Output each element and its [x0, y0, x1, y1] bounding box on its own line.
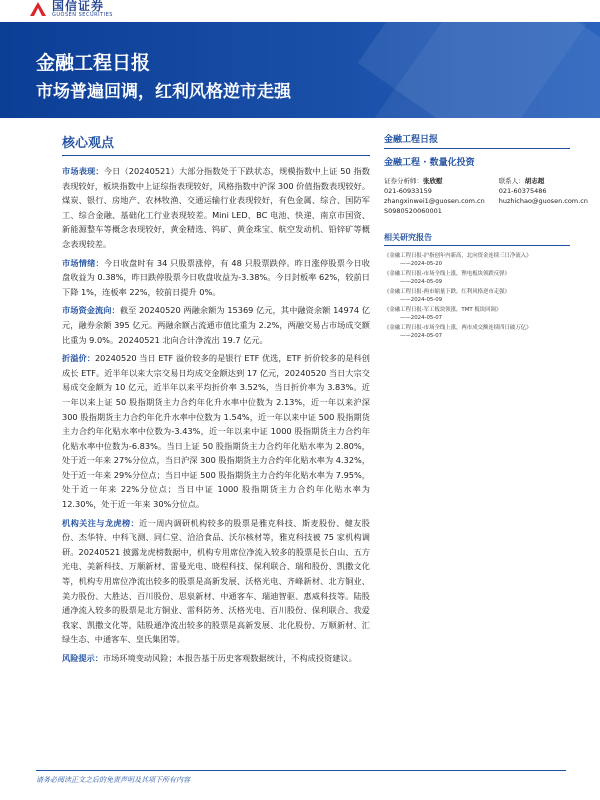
paragraph-market-performance [62, 164, 370, 252]
related-report-item[interactable]: 《金融工程日报-沪指创年内新高，北向资金连续三日净流入》 ——2024-05-20 [384, 253, 532, 267]
related-report-item[interactable]: 《金融工程日报-军工板块领涨，TMT 板块回调》 ——2024-05-07 [384, 307, 502, 321]
report-title: 金融工程日报 [36, 52, 151, 74]
footer-divider [36, 770, 566, 771]
top-bar [0, 0, 600, 22]
guosen-logo-icon [30, 2, 46, 16]
paragraph-text: 20240520 当日 ETF 溢价较多的是银行 ETF 优选，ETF 折价较多的是科创成长 ETF。近半年以来大宗交易日均成交金额达到 17 亿元，20240520 当日大宗交易成交金额为 10 亿元，近半年以来平均折价率 3.52%，当日折价率为 3.83%。近一年以来上证 50 股指期货主力合约年化升水率中位数为 2.13%，近一年以来沪深 300 股指期货主力合约年化升水率中位数为 1.54%，近一年以来中证 500 股指期货主力合约年化贴水率中位数为-3.43%，近一年以来中证 1000 股指期货主力合约年化贴水率中位数为-6.83%。当日上证 50 股指期货主力合约年化贴水率为 2.80%，处于近一年来 27%分位点，当日沪深 300 股指期货主力合约年化贴水率为 4.32%，处于近一年来 29%分位点；当日中证 500 股指期货主力合约年化贴水率为 7.95%，处于近一年来 22%分位点；当日中证 1000 股指期货主力合约年化贴水率为 12.30%，处于近一年来 30%分位点。 [62, 353, 370, 510]
paragraph-text: 近一周内调研机构较多的股票是雅克科技、斯麦股份、健友股份、杰华特、中科飞测、同仁堂、洽洽食品、沃尔核材等，雅克科技被 75 家机构调研。20240521 披露龙虎榜数据中，机构专用席位净流入较多的股票是长白山、五方光电、美新科技、万顺新材、雷曼光电、晓程科技、保利联合、瑞和股份、凯撒文化等，机构专用席位净流出较多的股票是高新发展、沃格光电、齐峰新材、北方铜业、美力股份、大胜达、百川股份、思泉新材、中通客车、瑞迪智驱、惠威科技等。陆股通净流入较多的股票是北方铜业、雷科防务、沃格光电、百川股份、保利联合、我爱我家、凯撒文化等，陆股通净流出较多的股票是高新发展、北化股份、万顺新材、汇绿生态、中通客车、皇氏集团等。 [62, 517, 370, 645]
analyst-info [384, 176, 485, 216]
analyst-phone: 021-60933159 [384, 187, 432, 195]
paragraph-label: 折溢价： [62, 353, 95, 364]
related-reports-title: 相关研究报告 [384, 233, 432, 242]
paragraph-premium-discount [62, 351, 370, 512]
report-subtype: 金融工程 · 数量化投资 [384, 158, 475, 168]
contact-info [499, 176, 588, 216]
brand-name-en: GUOSEN SECURITIES [52, 12, 113, 18]
sidebar-column [384, 132, 588, 342]
paragraph-text: 截至 20240520 两融余额为 15369 亿元，其中融资余额 14974 亿元，融券余额 395 亿元。两融余额占流通市值比重为 2.2%，两融交易占市场成交额比重为 9.0%。20240521 北向合计净流出 19.7 亿元。 [62, 305, 370, 345]
paragraph-institutions [62, 516, 370, 647]
section-title: 核心观点 [62, 136, 115, 151]
paragraph-text: 今日（20240521）大部分指数处于下跌状态，规模指数中上证 50 指数表现较好，板块指数中上证综指表现较好，风格指数中沪深 300 价值指数表现较好。煤炭、银行、房地产、农林牧渔、交通运输行业表现较好，有色金属、综合、国防军工、综合金融、基础化工行业表现较差。Mini LED、BC 电池、快递、南京市国资、新能源整车等概念表现较好，黄金精选、钨矿、黄金珠宝、航空发动机、铅锌矿等概念表现较差。 [62, 166, 370, 249]
paragraph-text: 市场环境变动风险；本报告基于历史客观数据统计，不构成投资建议。 [102, 653, 357, 663]
analyst-email[interactable]: zhangxinwei1@guosen.com.cn [384, 197, 485, 205]
contact-role: 联系人： [498, 177, 525, 185]
paragraph-label: 机构关注与龙虎榜： [62, 517, 140, 528]
contact-email[interactable]: huzhichao@guosen.com.cn [498, 197, 588, 205]
contact-phone: 021-60375486 [498, 187, 547, 195]
brand-logo [30, 0, 113, 18]
core-views-column [62, 132, 370, 670]
disclaimer-text: 请务必阅读正文之后的免责声明及其项下所有内容 [36, 776, 190, 784]
paragraph-text: 今日收盘时有 34 只股票涨停，有 48 只股票跌停。昨日涨停股票今日收盘收益为 0.38%，昨日跌停股票今日收盘收益为-3.38%。今日封板率 62%，较前日下降 1%，连板率 22%，较前日提升 0%。 [62, 257, 370, 297]
contact-name: 胡志超 [524, 177, 545, 185]
title-banner [0, 22, 600, 118]
paragraph-label: 市场情绪： [62, 257, 104, 268]
paragraph-label: 市场资金流向： [62, 305, 120, 316]
brand-name-cn: 国信证券 [52, 0, 105, 13]
report-subtitle: 市场普遍回调，红利风格逆市走强 [36, 82, 291, 102]
analyst-block [384, 176, 588, 216]
related-report-item[interactable]: 《金融工程日报-市场全线上涨，锂电板块领跌反弹》 ——2024-05-09 [384, 271, 510, 285]
paragraph-fund-flow [62, 303, 370, 347]
paragraph-risk [62, 651, 370, 666]
report-type: 金融工程日报 [384, 135, 439, 145]
analyst-name: 张欣慰 [423, 177, 443, 185]
related-report-item[interactable]: 《金融工程日报-两市缩量下跌，红利风格逆市走强》 ——2024-05-09 [384, 289, 510, 303]
analyst-role: 证券分析师： [384, 177, 423, 185]
paragraph-label: 风险提示： [62, 653, 103, 663]
analyst-license: S0980520060001 [384, 207, 442, 215]
related-report-item[interactable]: 《金融工程日报-市场全线上涨，两市成交额连续四日破万亿》 ——2024-05-07 [384, 325, 532, 339]
paragraph-market-sentiment [62, 256, 370, 300]
paragraph-label: 市场表现： [62, 166, 104, 176]
